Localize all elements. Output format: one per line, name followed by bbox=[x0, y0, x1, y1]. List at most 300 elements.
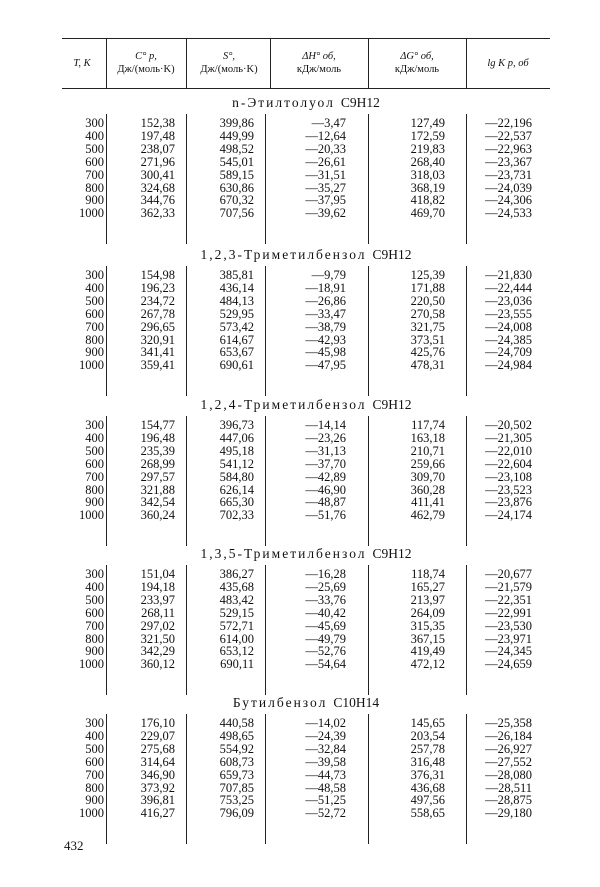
cell-gibbs-energy: 172,59 bbox=[410, 128, 445, 143]
header-enthalpy: ΔH° об, кДж/моль bbox=[296, 51, 342, 75]
cell-gibbs-energy: 210,71 bbox=[410, 443, 445, 458]
cell-gibbs-energy: 321,75 bbox=[410, 319, 445, 334]
table-row bbox=[62, 658, 550, 671]
cell-temperature: 500 bbox=[85, 443, 104, 458]
cell-entropy: 399,86 bbox=[219, 116, 254, 130]
column-divider bbox=[265, 416, 266, 546]
cell-enthalpy: —54,64 bbox=[305, 657, 346, 672]
cell-enthalpy: —52,76 bbox=[305, 644, 346, 659]
cell-temperature: 700 bbox=[85, 167, 104, 182]
column-divider bbox=[466, 714, 467, 844]
cell-entropy: 659,73 bbox=[219, 767, 254, 782]
cell-heat-capacity: 360,24 bbox=[140, 508, 175, 523]
table-row bbox=[62, 607, 550, 620]
column-divider bbox=[466, 416, 467, 546]
cell-entropy: 707,85 bbox=[219, 780, 254, 795]
cell-gibbs-energy: 472,12 bbox=[410, 657, 445, 672]
cell-temperature: 1000 bbox=[79, 206, 104, 221]
cell-enthalpy: —37,95 bbox=[305, 193, 346, 208]
cell-enthalpy: —47,95 bbox=[305, 358, 346, 373]
cell-temperature: 900 bbox=[85, 644, 104, 659]
cell-enthalpy: —45,98 bbox=[305, 345, 346, 360]
cell-temperature: 400 bbox=[85, 280, 104, 295]
table-row bbox=[62, 458, 550, 471]
cell-heat-capacity: 268,11 bbox=[141, 605, 175, 620]
cell-heat-capacity: 154,77 bbox=[140, 418, 175, 432]
column-divider bbox=[368, 266, 369, 396]
cell-enthalpy: —49,79 bbox=[305, 631, 346, 646]
cell-entropy: 670,32 bbox=[219, 193, 254, 208]
table-row bbox=[62, 321, 550, 334]
cell-gibbs-energy: 163,18 bbox=[410, 430, 445, 445]
cell-heat-capacity: 196,23 bbox=[140, 280, 175, 295]
column-divider bbox=[368, 714, 369, 844]
cell-temperature: 300 bbox=[85, 116, 104, 130]
cell-entropy: 608,73 bbox=[219, 754, 254, 769]
cell-heat-capacity: 234,72 bbox=[140, 293, 175, 308]
cell-entropy: 447,06 bbox=[219, 430, 254, 445]
cell-enthalpy: —35,27 bbox=[305, 180, 346, 195]
cell-entropy: 436,14 bbox=[219, 280, 254, 295]
cell-entropy: 386,27 bbox=[219, 567, 254, 581]
section-title bbox=[62, 695, 550, 711]
cell-heat-capacity: 342,29 bbox=[140, 644, 175, 659]
cell-heat-capacity: 233,97 bbox=[140, 592, 175, 607]
cell-entropy: 589,15 bbox=[219, 167, 254, 182]
cell-log-k: —20,502 bbox=[485, 418, 532, 432]
cell-temperature: 500 bbox=[85, 592, 104, 607]
cell-log-k: —21,579 bbox=[485, 579, 532, 594]
cell-entropy: 449,99 bbox=[219, 128, 254, 143]
cell-temperature: 800 bbox=[85, 180, 104, 195]
column-divider bbox=[466, 266, 467, 396]
cell-heat-capacity: 194,18 bbox=[140, 579, 175, 594]
cell-heat-capacity: 416,27 bbox=[140, 806, 175, 821]
cell-heat-capacity: 197,48 bbox=[140, 128, 175, 143]
cell-entropy: 614,67 bbox=[219, 332, 254, 347]
cell-enthalpy: —39,62 bbox=[305, 206, 346, 221]
cell-heat-capacity: 297,57 bbox=[140, 469, 175, 484]
cell-gibbs-energy: 171,88 bbox=[410, 280, 445, 295]
cell-temperature: 600 bbox=[85, 456, 104, 471]
cell-gibbs-energy: 118,74 bbox=[411, 567, 445, 581]
cell-entropy: 541,12 bbox=[219, 456, 254, 471]
cell-heat-capacity: 321,50 bbox=[140, 631, 175, 646]
table-row bbox=[62, 730, 550, 743]
cell-heat-capacity: 362,33 bbox=[140, 206, 175, 221]
cell-enthalpy: —18,91 bbox=[305, 280, 346, 295]
cell-log-k: —24,008 bbox=[485, 319, 532, 334]
column-divider bbox=[186, 266, 187, 396]
cell-heat-capacity: 235,39 bbox=[140, 443, 175, 458]
cell-enthalpy: —38,79 bbox=[305, 319, 346, 334]
cell-enthalpy: —32,84 bbox=[305, 741, 346, 756]
table-row bbox=[62, 143, 550, 156]
cell-enthalpy: —37,70 bbox=[305, 456, 346, 471]
cell-log-k: —25,358 bbox=[485, 716, 532, 730]
cell-entropy: 435,68 bbox=[219, 579, 254, 594]
cell-temperature: 400 bbox=[85, 728, 104, 743]
cell-log-k: —24,533 bbox=[485, 206, 532, 221]
cell-heat-capacity: 346,90 bbox=[140, 767, 175, 782]
cell-log-k: —24,174 bbox=[485, 508, 532, 523]
column-divider bbox=[106, 114, 107, 244]
cell-enthalpy: —9,79 bbox=[311, 268, 346, 282]
cell-entropy: 707,56 bbox=[219, 206, 254, 221]
cell-temperature: 1000 bbox=[79, 358, 104, 373]
cell-temperature: 600 bbox=[85, 754, 104, 769]
column-divider bbox=[186, 416, 187, 546]
compound-name: 1,2,4-Триметилбензол bbox=[200, 397, 367, 412]
cell-enthalpy: —31,51 bbox=[305, 167, 346, 182]
column-divider bbox=[106, 416, 107, 546]
cell-temperature: 900 bbox=[85, 193, 104, 208]
cell-heat-capacity: 176,10 bbox=[140, 716, 175, 730]
cell-heat-capacity: 268,99 bbox=[140, 456, 175, 471]
cell-entropy: 572,71 bbox=[219, 618, 254, 633]
header-bottom-rule bbox=[62, 88, 550, 89]
table-row bbox=[62, 620, 550, 633]
column-divider bbox=[106, 565, 107, 695]
cell-log-k: —23,876 bbox=[485, 495, 532, 510]
cell-entropy: 614,00 bbox=[219, 631, 254, 646]
cell-log-k: —28,080 bbox=[485, 767, 532, 782]
cell-gibbs-energy: 419,49 bbox=[410, 644, 445, 659]
cell-heat-capacity: 300,41 bbox=[140, 167, 175, 182]
cell-entropy: 796,09 bbox=[219, 806, 254, 821]
cell-temperature: 900 bbox=[85, 345, 104, 360]
cell-temperature: 1000 bbox=[79, 508, 104, 523]
compound-name: n-Этилтолуол bbox=[232, 95, 335, 110]
cell-enthalpy: —33,47 bbox=[305, 306, 346, 321]
cell-temperature: 800 bbox=[85, 631, 104, 646]
cell-enthalpy: —24,39 bbox=[305, 728, 346, 743]
column-divider bbox=[466, 114, 467, 244]
cell-log-k: —24,385 bbox=[485, 332, 532, 347]
compound-formula: C10H14 bbox=[333, 695, 380, 710]
header-column-divider bbox=[368, 38, 369, 88]
cell-entropy: 545,01 bbox=[219, 154, 254, 169]
cell-log-k: —26,927 bbox=[485, 741, 532, 756]
cell-gibbs-energy: 367,15 bbox=[410, 631, 445, 646]
column-divider bbox=[106, 714, 107, 844]
cell-heat-capacity: 267,78 bbox=[140, 306, 175, 321]
cell-entropy: 626,14 bbox=[219, 482, 254, 497]
cell-gibbs-energy: 309,70 bbox=[410, 469, 445, 484]
cell-temperature: 300 bbox=[85, 268, 104, 282]
cell-entropy: 653,12 bbox=[219, 644, 254, 659]
table-row bbox=[62, 432, 550, 445]
table-row bbox=[62, 756, 550, 769]
column-divider bbox=[368, 416, 369, 546]
cell-log-k: —24,709 bbox=[485, 345, 532, 360]
cell-enthalpy: —26,61 bbox=[305, 154, 346, 169]
cell-gibbs-energy: 219,83 bbox=[410, 141, 445, 156]
column-divider bbox=[186, 114, 187, 244]
cell-entropy: 573,42 bbox=[219, 319, 254, 334]
table-row bbox=[62, 807, 550, 820]
cell-gibbs-energy: 125,39 bbox=[410, 268, 445, 282]
cell-gibbs-energy: 213,97 bbox=[410, 592, 445, 607]
cell-log-k: —28,875 bbox=[485, 793, 532, 808]
cell-log-k: —23,367 bbox=[485, 154, 532, 169]
column-divider bbox=[265, 714, 266, 844]
cell-entropy: 385,81 bbox=[219, 268, 254, 282]
cell-temperature: 800 bbox=[85, 482, 104, 497]
cell-enthalpy: —20,33 bbox=[305, 141, 346, 156]
cell-entropy: 495,18 bbox=[219, 443, 254, 458]
cell-gibbs-energy: 268,40 bbox=[410, 154, 445, 169]
cell-temperature: 600 bbox=[85, 605, 104, 620]
cell-log-k: —21,830 bbox=[485, 268, 532, 282]
cell-enthalpy: —46,90 bbox=[305, 482, 346, 497]
cell-enthalpy: —39,58 bbox=[305, 754, 346, 769]
cell-entropy: 440,58 bbox=[219, 716, 254, 730]
cell-gibbs-energy: 462,79 bbox=[410, 508, 445, 523]
cell-enthalpy: —16,28 bbox=[305, 567, 346, 581]
cell-gibbs-energy: 145,65 bbox=[410, 716, 445, 730]
table-row bbox=[62, 156, 550, 169]
cell-heat-capacity: 341,41 bbox=[140, 345, 175, 360]
cell-temperature: 700 bbox=[85, 618, 104, 633]
cell-temperature: 1000 bbox=[79, 806, 104, 821]
cell-enthalpy: —12,64 bbox=[305, 128, 346, 143]
cell-temperature: 700 bbox=[85, 767, 104, 782]
cell-gibbs-energy: 478,31 bbox=[410, 358, 445, 373]
cell-gibbs-energy: 376,31 bbox=[410, 767, 445, 782]
table-row bbox=[62, 594, 550, 607]
column-divider bbox=[106, 266, 107, 396]
cell-log-k: —29,180 bbox=[485, 806, 532, 821]
cell-log-k: —27,552 bbox=[485, 754, 532, 769]
table-row bbox=[62, 445, 550, 458]
header-column-divider bbox=[466, 38, 467, 88]
column-divider bbox=[265, 266, 266, 396]
cell-log-k: —23,530 bbox=[485, 618, 532, 633]
section-title bbox=[62, 397, 550, 413]
column-divider bbox=[368, 114, 369, 244]
cell-gibbs-energy: 318,03 bbox=[410, 167, 445, 182]
cell-heat-capacity: 324,68 bbox=[140, 180, 175, 195]
cell-entropy: 584,80 bbox=[219, 469, 254, 484]
cell-log-k: —23,971 bbox=[485, 631, 532, 646]
cell-heat-capacity: 320,91 bbox=[140, 332, 175, 347]
table-row bbox=[62, 282, 550, 295]
cell-entropy: 396,73 bbox=[219, 418, 254, 432]
cell-log-k: —24,039 bbox=[485, 180, 532, 195]
cell-log-k: —23,523 bbox=[485, 482, 532, 497]
cell-gibbs-energy: 264,09 bbox=[410, 605, 445, 620]
cell-entropy: 529,95 bbox=[219, 306, 254, 321]
cell-temperature: 300 bbox=[85, 418, 104, 432]
cell-enthalpy: —48,58 bbox=[305, 780, 346, 795]
cell-gibbs-energy: 469,70 bbox=[410, 206, 445, 221]
cell-heat-capacity: 296,65 bbox=[140, 319, 175, 334]
section-title bbox=[62, 95, 550, 111]
cell-log-k: —23,036 bbox=[485, 293, 532, 308]
cell-enthalpy: —45,69 bbox=[305, 618, 346, 633]
cell-gibbs-energy: 127,49 bbox=[410, 116, 445, 130]
cell-gibbs-energy: 373,51 bbox=[410, 332, 445, 347]
cell-enthalpy: —31,13 bbox=[305, 443, 346, 458]
cell-log-k: —21,305 bbox=[485, 430, 532, 445]
cell-gibbs-energy: 259,66 bbox=[410, 456, 445, 471]
cell-entropy: 630,86 bbox=[219, 180, 254, 195]
cell-entropy: 498,65 bbox=[219, 728, 254, 743]
cell-heat-capacity: 321,88 bbox=[140, 482, 175, 497]
cell-entropy: 554,92 bbox=[219, 741, 254, 756]
cell-log-k: —23,731 bbox=[485, 167, 532, 182]
cell-temperature: 900 bbox=[85, 495, 104, 510]
cell-enthalpy: —51,76 bbox=[305, 508, 346, 523]
cell-heat-capacity: 151,04 bbox=[140, 567, 175, 581]
table-row bbox=[62, 471, 550, 484]
section-title bbox=[62, 247, 550, 263]
column-divider bbox=[368, 565, 369, 695]
cell-enthalpy: —51,25 bbox=[305, 793, 346, 808]
cell-log-k: —22,010 bbox=[485, 443, 532, 458]
table-row bbox=[62, 308, 550, 321]
cell-heat-capacity: 154,98 bbox=[140, 268, 175, 282]
cell-gibbs-energy: 220,50 bbox=[410, 293, 445, 308]
cell-temperature: 400 bbox=[85, 128, 104, 143]
cell-log-k: —20,677 bbox=[485, 567, 532, 581]
cell-temperature: 1000 bbox=[79, 657, 104, 672]
cell-gibbs-energy: 360,28 bbox=[410, 482, 445, 497]
cell-log-k: —24,984 bbox=[485, 358, 532, 373]
header-entropy: S°, Дж/(моль·K) bbox=[200, 51, 258, 75]
cell-enthalpy: —14,14 bbox=[305, 418, 346, 432]
cell-gibbs-energy: 117,74 bbox=[411, 418, 445, 432]
compound-name: 1,3,5-Триметилбензол bbox=[200, 546, 367, 561]
cell-enthalpy: —33,76 bbox=[305, 592, 346, 607]
cell-log-k: —22,963 bbox=[485, 141, 532, 156]
cell-gibbs-energy: 368,19 bbox=[410, 180, 445, 195]
cell-log-k: —22,351 bbox=[485, 592, 532, 607]
cell-entropy: 690,61 bbox=[219, 358, 254, 373]
cell-heat-capacity: 229,07 bbox=[140, 728, 175, 743]
cell-gibbs-energy: 270,58 bbox=[410, 306, 445, 321]
cell-entropy: 653,67 bbox=[219, 345, 254, 360]
cell-entropy: 484,13 bbox=[219, 293, 254, 308]
section-title bbox=[62, 546, 550, 562]
compound-formula: C9H12 bbox=[372, 397, 412, 412]
cell-heat-capacity: 344,76 bbox=[140, 193, 175, 208]
cell-temperature: 500 bbox=[85, 741, 104, 756]
cell-enthalpy: —23,26 bbox=[305, 430, 346, 445]
cell-enthalpy: —25,69 bbox=[305, 579, 346, 594]
cell-heat-capacity: 396,81 bbox=[140, 793, 175, 808]
table-row bbox=[62, 295, 550, 308]
cell-temperature: 900 bbox=[85, 793, 104, 808]
cell-heat-capacity: 360,12 bbox=[140, 657, 175, 672]
cell-heat-capacity: 359,41 bbox=[140, 358, 175, 373]
cell-entropy: 753,25 bbox=[219, 793, 254, 808]
cell-enthalpy: —42,93 bbox=[305, 332, 346, 347]
cell-temperature: 800 bbox=[85, 780, 104, 795]
header-column-divider bbox=[270, 38, 271, 88]
cell-enthalpy: —42,89 bbox=[305, 469, 346, 484]
header-gibbs-energy: ΔG° об, кДж/моль bbox=[394, 51, 440, 75]
cell-heat-capacity: 342,54 bbox=[140, 495, 175, 510]
table-row bbox=[62, 743, 550, 756]
table-row bbox=[62, 130, 550, 143]
cell-temperature: 500 bbox=[85, 141, 104, 156]
cell-gibbs-energy: 425,76 bbox=[410, 345, 445, 360]
cell-temperature: 400 bbox=[85, 579, 104, 594]
table-row bbox=[62, 581, 550, 594]
cell-log-k: —28,511 bbox=[485, 780, 532, 795]
cell-log-k: —22,604 bbox=[485, 456, 532, 471]
cell-log-k: —26,184 bbox=[485, 728, 532, 743]
cell-log-k: —23,108 bbox=[485, 469, 532, 484]
cell-gibbs-energy: 203,54 bbox=[410, 728, 445, 743]
cell-entropy: 483,42 bbox=[219, 592, 254, 607]
cell-entropy: 690,11 bbox=[220, 657, 254, 672]
cell-heat-capacity: 196,48 bbox=[140, 430, 175, 445]
cell-temperature: 500 bbox=[85, 293, 104, 308]
cell-entropy: 665,30 bbox=[219, 495, 254, 510]
cell-temperature: 700 bbox=[85, 319, 104, 334]
cell-log-k: —24,345 bbox=[485, 644, 532, 659]
cell-enthalpy: —44,73 bbox=[305, 767, 346, 782]
cell-enthalpy: —14,02 bbox=[305, 716, 346, 730]
header-column-divider bbox=[186, 38, 187, 88]
cell-log-k: —23,555 bbox=[485, 306, 532, 321]
column-divider bbox=[186, 714, 187, 844]
cell-heat-capacity: 373,92 bbox=[140, 780, 175, 795]
cell-entropy: 529,15 bbox=[219, 605, 254, 620]
column-divider bbox=[265, 565, 266, 695]
cell-temperature: 300 bbox=[85, 716, 104, 730]
header-log-k: lg K p, об bbox=[487, 57, 529, 69]
cell-temperature: 600 bbox=[85, 306, 104, 321]
compound-formula: C9H12 bbox=[372, 247, 412, 262]
cell-gibbs-energy: 257,78 bbox=[410, 741, 445, 756]
cell-gibbs-energy: 558,65 bbox=[410, 806, 445, 821]
cell-log-k: —24,659 bbox=[485, 657, 532, 672]
page-number: 432 bbox=[64, 838, 84, 853]
cell-heat-capacity: 275,68 bbox=[140, 741, 175, 756]
compound-formula: C9H12 bbox=[372, 546, 412, 561]
cell-enthalpy: —52,72 bbox=[305, 806, 346, 821]
cell-enthalpy: —26,86 bbox=[305, 293, 346, 308]
cell-enthalpy: —3,47 bbox=[311, 116, 346, 130]
cell-log-k: —24,306 bbox=[485, 193, 532, 208]
cell-gibbs-energy: 497,56 bbox=[410, 793, 445, 808]
cell-gibbs-energy: 418,82 bbox=[410, 193, 445, 208]
cell-temperature: 600 bbox=[85, 154, 104, 169]
cell-gibbs-energy: 316,48 bbox=[410, 754, 445, 769]
compound-name: 1,2,3-Триметилбензол bbox=[200, 247, 367, 262]
cell-entropy: 702,33 bbox=[219, 508, 254, 523]
cell-enthalpy: —40,42 bbox=[305, 605, 346, 620]
cell-temperature: 300 bbox=[85, 567, 104, 581]
cell-log-k: —22,444 bbox=[485, 280, 532, 295]
table-header bbox=[62, 38, 550, 88]
header-heat-capacity: C° p, Дж/(моль·K) bbox=[117, 51, 175, 75]
header-temperature: T, K bbox=[73, 57, 91, 69]
cell-heat-capacity: 238,07 bbox=[140, 141, 175, 156]
cell-log-k: —22,196 bbox=[485, 116, 532, 130]
table-row bbox=[62, 509, 550, 522]
cell-log-k: —22,991 bbox=[485, 605, 532, 620]
cell-enthalpy: —48,87 bbox=[305, 495, 346, 510]
cell-heat-capacity: 152,38 bbox=[140, 116, 175, 130]
table-row bbox=[62, 769, 550, 782]
cell-entropy: 498,52 bbox=[219, 141, 254, 156]
table-row bbox=[62, 359, 550, 372]
